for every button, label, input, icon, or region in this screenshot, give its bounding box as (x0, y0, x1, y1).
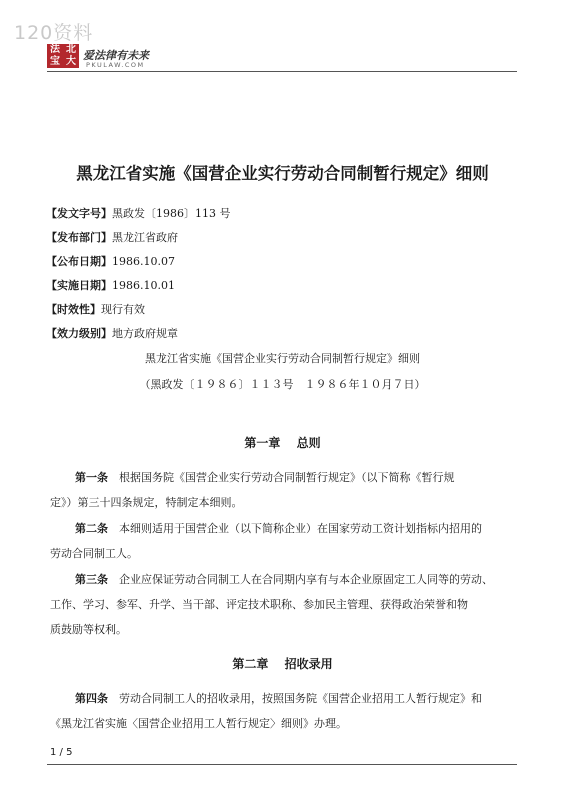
article-line (50, 516, 516, 541)
article-label: 第二条 (75, 522, 108, 535)
meta-row-effective-date (46, 278, 231, 302)
brand-url: PKULAW.COM (86, 61, 145, 69)
article-line (50, 686, 516, 711)
meta-value: 黑政发〔1986〕113 号 (112, 207, 231, 220)
meta-row-department (46, 230, 231, 254)
document-meta (46, 206, 231, 350)
meta-value: 现行有效 (101, 303, 145, 316)
meta-value: 1986.10.01 (112, 279, 175, 292)
article-label: 第三条 (75, 573, 108, 586)
meta-key: 【实施日期】 (46, 279, 112, 292)
article-label: 第四条 (75, 692, 108, 705)
meta-value: 黑龙江省政府 (112, 231, 178, 244)
meta-row-doc-number (46, 206, 231, 230)
article-2 (50, 516, 516, 566)
article-text: 本细则适用于国营企业（以下简称企业）在国家劳动工资计划指标内招用的 (119, 522, 482, 535)
logo-char: 宝 (50, 56, 60, 67)
article-text: 《黑龙江省实施〈国营企业招用工人暂行规定〉细则》办理。 (50, 717, 347, 730)
meta-key: 【发布部门】 (46, 231, 112, 244)
article-1 (50, 465, 516, 515)
article-text: 工作、学习、参军、升学、当干部、评定技术职称、参加民主管理、获得政治荣誉和物 (50, 598, 468, 611)
watermark-text: 120资料 (14, 22, 94, 44)
article-text: 劳动合同制工人。 (50, 547, 138, 560)
meta-key: 【效力级别】 (46, 327, 112, 340)
document-title: 黑龙江省实施《国营企业实行劳动合同制暂行规定》细则 (76, 164, 489, 183)
page-number: 1 / 5 (50, 747, 73, 758)
header-divider (47, 71, 517, 72)
meta-row-level (46, 326, 231, 350)
meta-value: 1986.10.07 (112, 255, 175, 268)
document-subtitle: 黑龙江省实施《国营企业实行劳动合同制暂行规定》细则 (145, 352, 420, 365)
logo-char: 北 (66, 44, 76, 55)
article-text: 定》）第三十四条规定，特制定本细则。 (50, 496, 243, 509)
logo-char: 法 (50, 44, 60, 55)
meta-row-validity (46, 302, 231, 326)
meta-value: 地方政府规章 (112, 327, 178, 340)
article-line (50, 465, 516, 490)
footer-divider (47, 764, 517, 765)
article-text: 根据国务院《国营企业实行劳动合同制暂行规定》（以下简称《暂行规 (119, 471, 455, 484)
chapter-heading: 第一章 总则 (244, 436, 321, 450)
chapter-heading: 第二章 招收录用 (232, 657, 333, 671)
brand-slogan: 爱法律有未来 (83, 49, 149, 62)
article-line (50, 567, 516, 592)
article-text: 质鼓励等权利。 (50, 623, 127, 636)
article-3 (50, 567, 516, 642)
article-label: 第一条 (75, 471, 108, 484)
article-text: 劳动合同制工人的招收录用，按照国务院《国营企业招用工人暂行规定》和 (119, 692, 482, 705)
article-4 (50, 686, 516, 736)
meta-key: 【发文字号】 (46, 207, 112, 220)
pkulaw-logo (47, 44, 79, 68)
logo-char: 大 (66, 56, 76, 67)
meta-row-publish-date (46, 254, 231, 278)
meta-key: 【公布日期】 (46, 255, 112, 268)
article-text: 企业应保证劳动合同制工人在合同期内享有与本企业原固定工人同等的劳动、 (119, 573, 493, 586)
meta-key: 【时效性】 (46, 303, 101, 316)
issue-line: （黑政发〔１９８６〕１１３号 １９８６年１０月７日） (139, 378, 426, 391)
